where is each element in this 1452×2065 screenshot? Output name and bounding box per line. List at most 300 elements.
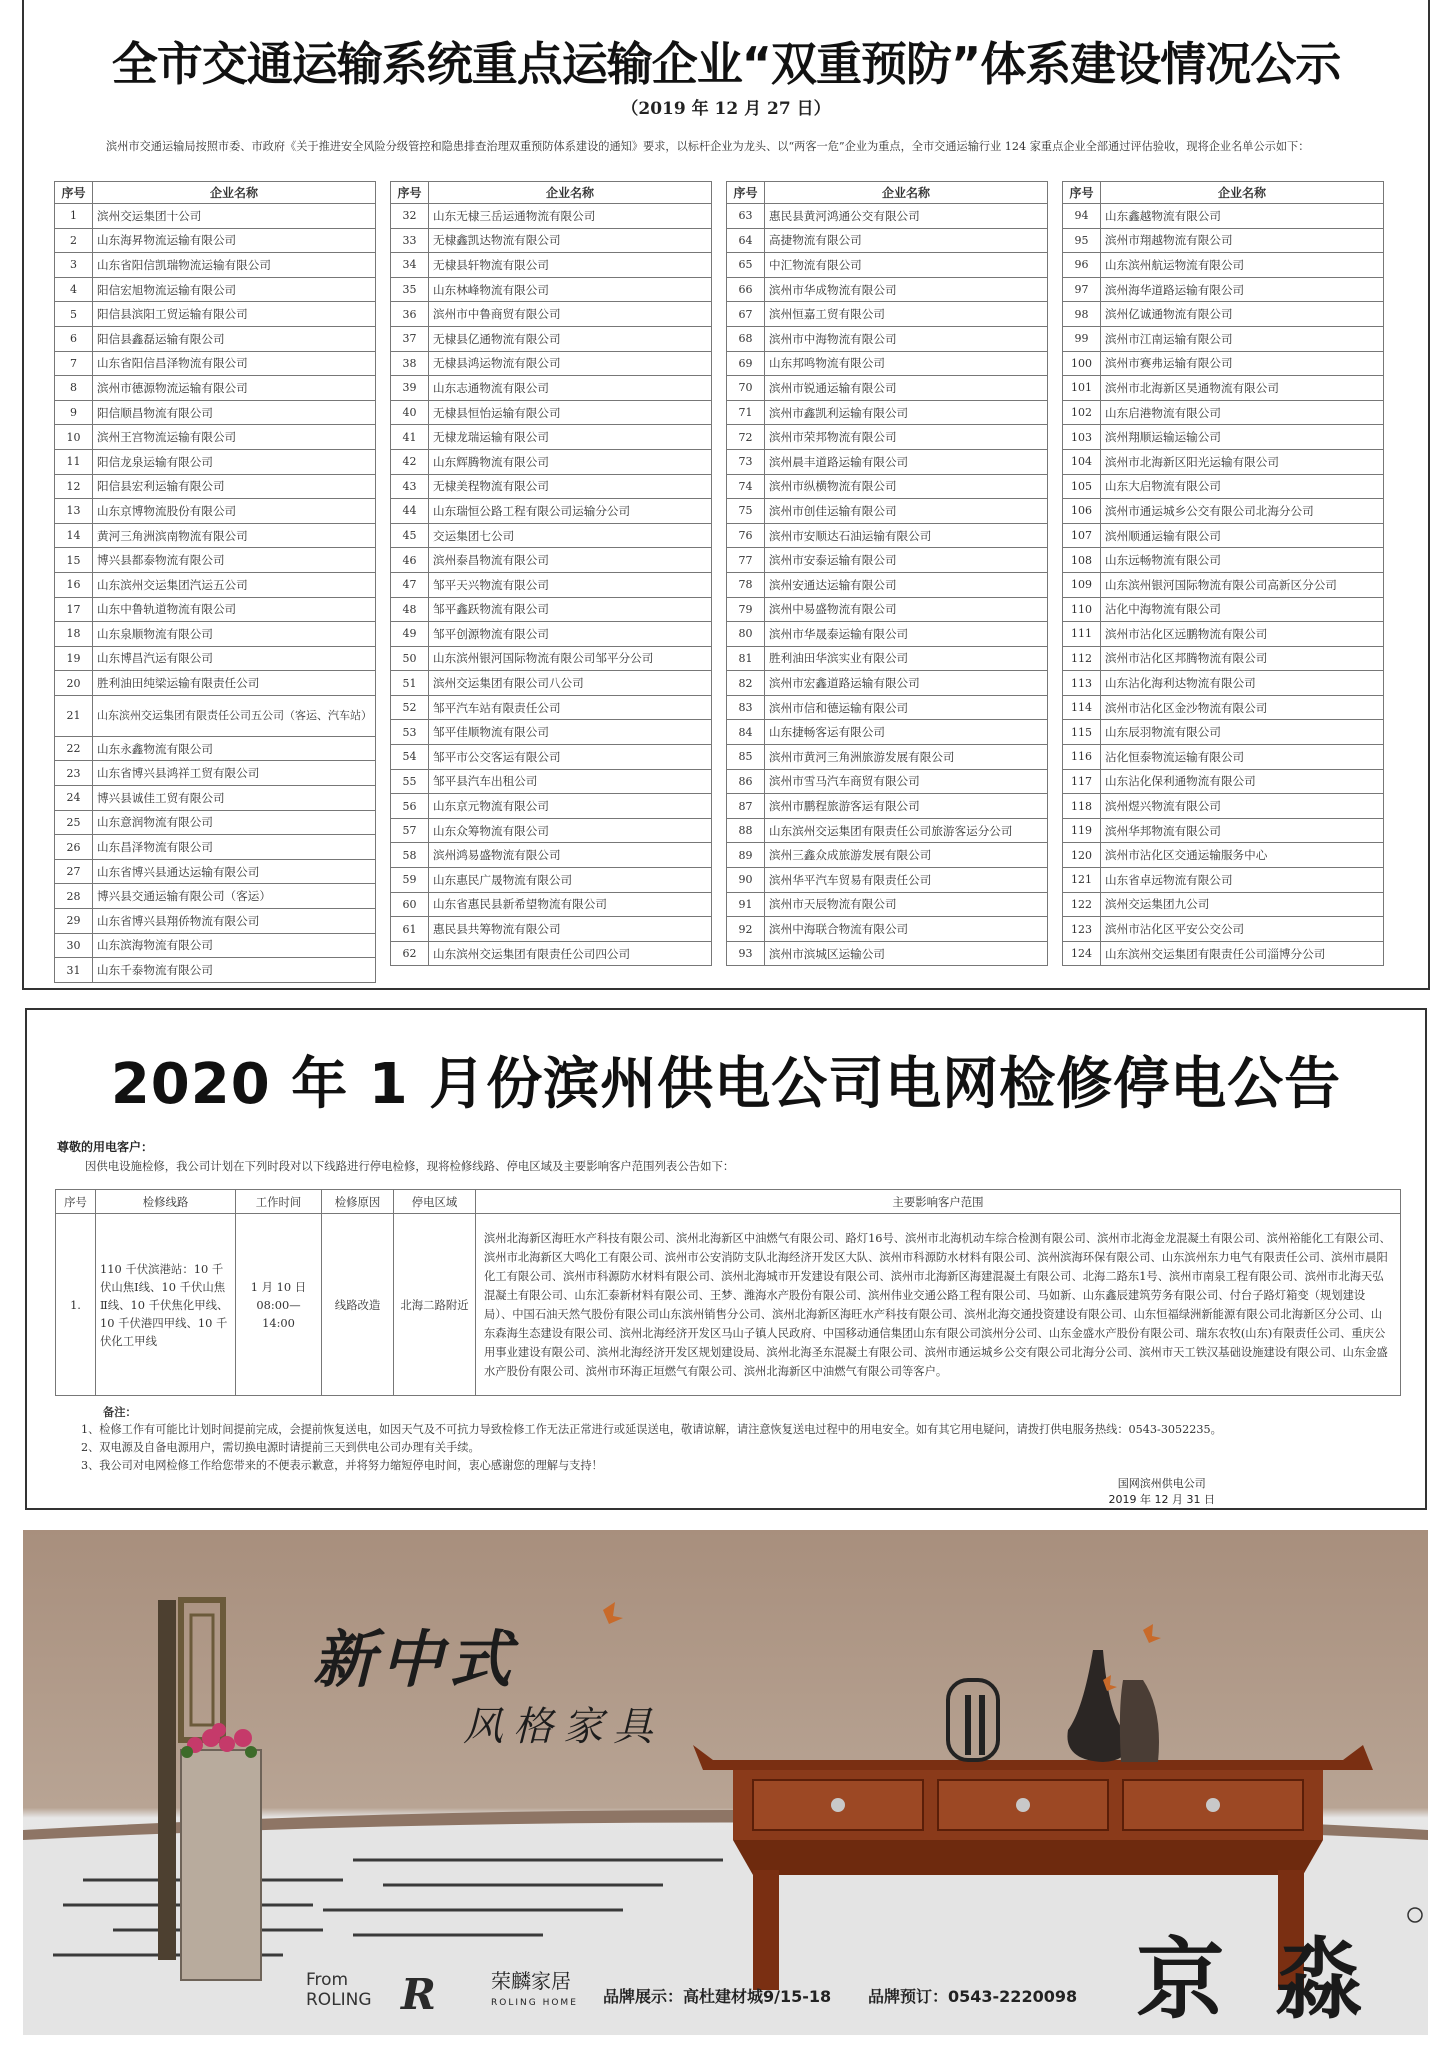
company-name: 邹平市公交客运有限公司 [429, 745, 712, 770]
row-number: 3 [55, 253, 93, 278]
table-row [1063, 818, 1384, 843]
company-name: 沾化恒泰物流运输有限公司 [1101, 745, 1384, 770]
row-number: 8 [55, 376, 93, 401]
company-name: 滨州市安顺达石油运输有限公司 [765, 523, 1048, 548]
row-number: 22 [55, 736, 93, 761]
company-name: 滨州安通达运输有限公司 [765, 572, 1048, 597]
table-row [727, 499, 1048, 524]
company-name: 惠民县黄河鸿通公交有限公司 [765, 204, 1048, 229]
row-number: 98 [1063, 302, 1101, 327]
row-number: 54 [391, 745, 429, 770]
company-name: 滨州交运集团有限公司八公司 [429, 671, 712, 696]
row-number: 23 [55, 761, 93, 786]
table-row [1063, 548, 1384, 573]
row-number: 123 [1063, 917, 1101, 942]
table-row [727, 425, 1048, 450]
table-row [55, 761, 376, 786]
row-number: 48 [391, 597, 429, 622]
company-name: 滨州鸿易盛物流有限公司 [429, 843, 712, 868]
table-row [55, 646, 376, 671]
table-row [391, 351, 712, 376]
table-row [55, 277, 376, 302]
table-row [391, 622, 712, 647]
row-number: 64 [727, 228, 765, 253]
company-name: 山东滨州交运集团有限责任公司淄博分公司 [1101, 941, 1384, 966]
company-name: 山东鑫越物流有限公司 [1101, 204, 1384, 229]
row-number: 45 [391, 523, 429, 548]
company-name: 滨州市创佳运输有限公司 [765, 499, 1048, 524]
table-row [391, 326, 712, 351]
table-row [391, 868, 712, 893]
row-number: 97 [1063, 277, 1101, 302]
row-number: 89 [727, 843, 765, 868]
table-row [1063, 597, 1384, 622]
row-number: 120 [1063, 843, 1101, 868]
row-number: 47 [391, 572, 429, 597]
row-number: 118 [1063, 794, 1101, 819]
table-row [727, 326, 1048, 351]
company-name: 阳信宏旭物流运输有限公司 [93, 277, 376, 302]
table-row [55, 326, 376, 351]
row-number: 21 [55, 695, 93, 736]
company-name: 山东邦鸣物流有限公司 [765, 351, 1048, 376]
company-name: 山东博昌汽运有限公司 [93, 646, 376, 671]
row-number: 49 [391, 622, 429, 647]
table-row [55, 449, 376, 474]
from-brand: ROLING [306, 1990, 372, 2010]
lattice-screen [158, 1600, 261, 1980]
table-row [1063, 671, 1384, 696]
row-number: 32 [391, 204, 429, 229]
row-number: 2 [55, 228, 93, 253]
table-row [391, 400, 712, 425]
table-row [55, 671, 376, 696]
table-row [56, 1214, 1401, 1396]
table-row [727, 449, 1048, 474]
table-row [55, 622, 376, 647]
ronglin-home [491, 1970, 578, 2014]
col-header-no: 序号 [1063, 182, 1101, 204]
table-row [391, 204, 712, 229]
table-row [391, 548, 712, 573]
row-number: 117 [1063, 769, 1101, 794]
company-name: 阳信龙泉运输有限公司 [93, 449, 376, 474]
row-number: 121 [1063, 868, 1101, 893]
company-name: 山东滨州交运集团有限责任公司旅游客运分公司 [765, 818, 1048, 843]
company-name: 滨州市北海新区昊通物流有限公司 [1101, 376, 1384, 401]
table-row [55, 810, 376, 835]
company-name: 滨州市荣邦物流有限公司 [765, 425, 1048, 450]
company-name: 山东大启物流有限公司 [1101, 474, 1384, 499]
outage-header-line: 检修线路 [96, 1190, 236, 1214]
company-name: 胜利油田华滨实业有限公司 [765, 646, 1048, 671]
table-row [1063, 720, 1384, 745]
table-row [391, 769, 712, 794]
outage-header-no: 序号 [56, 1190, 96, 1214]
table-row [391, 253, 712, 278]
row-number: 58 [391, 843, 429, 868]
outage-reason: 线路改造 [322, 1214, 394, 1396]
table-row [727, 917, 1048, 942]
company-name: 山东沾化保利通物流有限公司 [1101, 769, 1384, 794]
row-number: 112 [1063, 646, 1101, 671]
enterprise-table-4 [1062, 181, 1384, 966]
company-name: 山东京博物流股份有限公司 [93, 499, 376, 524]
row-number: 66 [727, 277, 765, 302]
row-number: 26 [55, 835, 93, 860]
company-name: 滨州市天辰物流有限公司 [765, 892, 1048, 917]
table-row [727, 769, 1048, 794]
row-number: 84 [727, 720, 765, 745]
row-number: 5 [55, 302, 93, 327]
company-name: 滨州市德源物流运输有限公司 [93, 376, 376, 401]
table-row [1063, 892, 1384, 917]
company-name: 滨州市沾化区远鹏物流有限公司 [1101, 622, 1384, 647]
row-number: 86 [727, 769, 765, 794]
row-number: 81 [727, 646, 765, 671]
company-name: 山东启港物流有限公司 [1101, 400, 1384, 425]
company-name: 山东众筹物流有限公司 [429, 818, 712, 843]
row-number: 73 [727, 449, 765, 474]
table-row [391, 572, 712, 597]
row-number: 115 [1063, 720, 1101, 745]
table-row [1063, 499, 1384, 524]
table-row [391, 277, 712, 302]
row-number: 29 [55, 909, 93, 934]
col-header-name: 企业名称 [765, 182, 1048, 204]
row-number: 59 [391, 868, 429, 893]
notice1-title: 全市交通运输系统重点运输企业“双重预防”体系建设情况公示 [111, 37, 1341, 91]
company-name: 滨州煜兴物流有限公司 [1101, 794, 1384, 819]
outage-no: 1. [56, 1214, 96, 1396]
table-row [727, 572, 1048, 597]
table-row [727, 720, 1048, 745]
outage-area: 北海二路附近 [394, 1214, 476, 1396]
company-name: 无棣县亿通物流有限公司 [429, 326, 712, 351]
table-row [55, 400, 376, 425]
company-name: 山东意润物流有限公司 [93, 810, 376, 835]
row-number: 17 [55, 597, 93, 622]
table-row [1063, 400, 1384, 425]
row-number: 24 [55, 786, 93, 811]
row-number: 40 [391, 400, 429, 425]
row-number: 16 [55, 572, 93, 597]
row-number: 108 [1063, 548, 1101, 573]
company-name: 山东省博兴县鸿祥工贸有限公司 [93, 761, 376, 786]
company-name: 山东中鲁轨道物流有限公司 [93, 597, 376, 622]
company-name: 山东泉顺物流有限公司 [93, 622, 376, 647]
row-number: 94 [1063, 204, 1101, 229]
company-name: 沾化中海物流有限公司 [1101, 597, 1384, 622]
company-name: 博兴县都泰物流有限公司 [93, 548, 376, 573]
notice2-title: 2020 年 1 月份滨州供电公司电网检修停电公告 [110, 1052, 1342, 1117]
company-name: 山东滨州银河国际物流有限公司邹平分公司 [429, 646, 712, 671]
row-number: 111 [1063, 622, 1101, 647]
table-row [1063, 228, 1384, 253]
company-name: 邹平佳顺物流有限公司 [429, 720, 712, 745]
table-row [1063, 646, 1384, 671]
row-number: 93 [727, 941, 765, 966]
table-row [55, 474, 376, 499]
row-number: 79 [727, 597, 765, 622]
table-row [55, 958, 376, 983]
company-name: 滨州市锐通运输有限公司 [765, 376, 1048, 401]
table-row [1063, 253, 1384, 278]
company-name: 无棣县恒怡运输有限公司 [429, 400, 712, 425]
brand-logo-text: 京 淼 [1136, 1927, 1373, 2031]
table-row [1063, 351, 1384, 376]
table-row [55, 499, 376, 524]
furniture-advert [23, 1530, 1428, 2035]
company-name: 滨州市鹏程旅游客运有限公司 [765, 794, 1048, 819]
row-number: 85 [727, 745, 765, 770]
sign-date: 2019 年 12 月 31 日 [1108, 1493, 1215, 1506]
company-name: 山东辰羽物流有限公司 [1101, 720, 1384, 745]
row-number: 87 [727, 794, 765, 819]
company-name: 滨州晨丰道路运输有限公司 [765, 449, 1048, 474]
outage-header-time: 工作时间 [236, 1190, 322, 1214]
table-row [1063, 204, 1384, 229]
enterprise-table-2 [390, 181, 712, 966]
company-name: 山东滨州交运集团汽运五公司 [93, 572, 376, 597]
table-row [727, 277, 1048, 302]
outage-time [236, 1214, 322, 1396]
table-row [391, 917, 712, 942]
table-row [391, 523, 712, 548]
row-number: 76 [727, 523, 765, 548]
company-name: 惠民县共筹物流有限公司 [429, 917, 712, 942]
butterflies [603, 1602, 1161, 1691]
col-header-no: 序号 [727, 182, 765, 204]
table-row [55, 835, 376, 860]
company-name: 滨州市江南运输有限公司 [1101, 326, 1384, 351]
table-row [1063, 843, 1384, 868]
row-number: 72 [727, 425, 765, 450]
company-name: 邹平县汽车出租公司 [429, 769, 712, 794]
company-name: 阳信县鑫磊运输有限公司 [93, 326, 376, 351]
row-number: 95 [1063, 228, 1101, 253]
table-row [727, 204, 1048, 229]
table-row [55, 859, 376, 884]
company-name: 滨州市沾化区平安公交公司 [1101, 917, 1384, 942]
table-row [727, 474, 1048, 499]
company-name: 滨州市沾化区邦腾物流有限公司 [1101, 646, 1384, 671]
order-phone: 品牌预订：0543-2220098 [868, 1987, 1078, 2006]
table-row [727, 843, 1048, 868]
enterprise-table-1 [54, 181, 376, 983]
company-name: 无棣美程物流有限公司 [429, 474, 712, 499]
table-row [55, 695, 376, 736]
row-number: 37 [391, 326, 429, 351]
company-name: 中汇物流有限公司 [765, 253, 1048, 278]
table-row [391, 745, 712, 770]
table-row [55, 572, 376, 597]
row-number: 74 [727, 474, 765, 499]
table-row [55, 736, 376, 761]
company-name: 滨州市滨城区运输公司 [765, 941, 1048, 966]
table-row [55, 909, 376, 934]
company-name: 山东省卓远物流有限公司 [1101, 868, 1384, 893]
company-name: 邹平天兴物流有限公司 [429, 572, 712, 597]
row-number: 42 [391, 449, 429, 474]
table-row [1063, 449, 1384, 474]
outage-date: 1 月 10 日 [250, 1279, 307, 1294]
row-number: 61 [391, 917, 429, 942]
table-row [1063, 622, 1384, 647]
row-number: 63 [727, 204, 765, 229]
company-name: 山东远畅物流有限公司 [1101, 548, 1384, 573]
row-number: 88 [727, 818, 765, 843]
row-number: 1 [55, 204, 93, 229]
row-number: 102 [1063, 400, 1101, 425]
table-row [727, 941, 1048, 966]
table-row [55, 933, 376, 958]
company-name: 滨州交运集团九公司 [1101, 892, 1384, 917]
company-name: 滨州市华晟泰运输有限公司 [765, 622, 1048, 647]
company-name: 滨州市信和德运输有限公司 [765, 695, 1048, 720]
company-name: 山东辉腾物流有限公司 [429, 449, 712, 474]
table-row [727, 351, 1048, 376]
col-header-name: 企业名称 [1101, 182, 1384, 204]
notes [81, 1403, 1222, 1475]
company-name: 滨州恒嘉工贸有限公司 [765, 302, 1048, 327]
company-name: 滨州市沾化区交通运输服务中心 [1101, 843, 1384, 868]
from-label: From [306, 1970, 349, 1990]
company-name: 滨州市华成物流有限公司 [765, 277, 1048, 302]
table-row [1063, 917, 1384, 942]
table-row [727, 622, 1048, 647]
row-number: 110 [1063, 597, 1101, 622]
table-row [391, 794, 712, 819]
row-number: 12 [55, 474, 93, 499]
table-row [391, 425, 712, 450]
table-row [727, 794, 1048, 819]
row-number: 99 [1063, 326, 1101, 351]
company-name: 滨州华平汽车贸易有限责任公司 [765, 868, 1048, 893]
table-row [391, 474, 712, 499]
from-roling [306, 1970, 372, 2010]
table-row [391, 302, 712, 327]
company-name: 山东滨海物流有限公司 [93, 933, 376, 958]
outage-header-reason: 检修原因 [322, 1190, 394, 1214]
table-row [55, 786, 376, 811]
company-name: 山东捷畅客运有限公司 [765, 720, 1048, 745]
row-number: 57 [391, 818, 429, 843]
company-name: 滨州海华道路运输有限公司 [1101, 277, 1384, 302]
table-row [727, 597, 1048, 622]
row-number: 18 [55, 622, 93, 647]
table-row [55, 884, 376, 909]
row-number: 122 [1063, 892, 1101, 917]
row-number: 100 [1063, 351, 1101, 376]
company-name: 山东昌泽物流有限公司 [93, 835, 376, 860]
row-number: 35 [391, 277, 429, 302]
table-row [1063, 302, 1384, 327]
outage-table [55, 1189, 1401, 1396]
company-name: 无棣鑫凯达物流有限公司 [429, 228, 712, 253]
company-name: 无棣县鸿运物流有限公司 [429, 351, 712, 376]
company-name: 滨州市中鲁商贸有限公司 [429, 302, 712, 327]
table-row [55, 253, 376, 278]
row-number: 124 [1063, 941, 1101, 966]
table-row [1063, 376, 1384, 401]
table-row [727, 302, 1048, 327]
row-number: 68 [727, 326, 765, 351]
row-number: 30 [55, 933, 93, 958]
company-name: 阳信县宏利运输有限公司 [93, 474, 376, 499]
company-name: 博兴县交通运输有限公司（客运） [93, 884, 376, 909]
company-name: 滨州中海联合物流有限公司 [765, 917, 1048, 942]
table-row [727, 400, 1048, 425]
table-row [1063, 277, 1384, 302]
row-number: 82 [727, 671, 765, 696]
row-number: 92 [727, 917, 765, 942]
company-name: 山东海昇物流运输有限公司 [93, 228, 376, 253]
table-row [391, 597, 712, 622]
company-name: 山东省阳信昌泽物流有限公司 [93, 351, 376, 376]
row-number: 55 [391, 769, 429, 794]
row-number: 96 [1063, 253, 1101, 278]
row-number: 20 [55, 671, 93, 696]
row-number: 15 [55, 548, 93, 573]
table-row [1063, 941, 1384, 966]
company-name: 山东省惠民县新希望物流有限公司 [429, 892, 712, 917]
company-name: 阳信顺昌物流有限公司 [93, 400, 376, 425]
table-row [391, 818, 712, 843]
row-number: 11 [55, 449, 93, 474]
row-number: 25 [55, 810, 93, 835]
row-number: 119 [1063, 818, 1101, 843]
row-number: 62 [391, 941, 429, 966]
row-number: 109 [1063, 572, 1101, 597]
company-name: 滨州三鑫众成旅游发展有限公司 [765, 843, 1048, 868]
notice-safety-enterprises [22, 0, 1430, 990]
company-name: 邹平汽车站有限责任公司 [429, 695, 712, 720]
row-number: 105 [1063, 474, 1101, 499]
col-header-name: 企业名称 [93, 182, 376, 204]
company-name: 滨州市沾化区金沙物流有限公司 [1101, 695, 1384, 720]
table-row [1063, 868, 1384, 893]
row-number: 9 [55, 400, 93, 425]
signature [1109, 1476, 1215, 1508]
table-row [727, 892, 1048, 917]
outage-scope: 滨州北海新区海旺水产科技有限公司、滨州北海新区中油燃气有限公司、路灯16号、滨州市北海机动车综合检测有限公司、滨州市北海金龙混凝土有限公司、滨州裕能化工有限公司、滨州市北海新区大鸣化工有限公司、滨州市公安消防支队北海经济开发区大队、滨州市科源防水材料有限公司、滨州滨海环保有限公司、山东滨州东力电气有限责任公司、滨州市晨阳化工有限公司、滨州市科源防水材料有限公司、滨州北海城市开发建设有限公司、滨州市北海新区海建混凝土有限公司、北海二路东1号、滨州市南泉工程有限公司、滨州市北海天弘混凝土有限公司、山东汇泰新材料有限公司、王梦、潍海水产股份有限公司、滨州伟业交通公路工程有限公司、马如新、山东鑫辰建筑劳务有限公司、付台子路灯箱变（规划建设局）、中国石油天然气股份有限公司山东滨州销售分公司、滨州北海新区海旺水产科技有限公司、滨州北海交通投资建设有限公司、山东恒福绿洲新能源有限公司北海新区分公司、山东森海生态建设有限公司、滨州北海经济开发区马山子镇人民政府、中国移动通信集团山东有限公司滨州分公司、山东金盛水产股份有限公司、瑞东农牧(山东)有限责任公司、重庆公用事业建设有限公司、滨州北海经济开发区规划建设局、滨州北海圣东混凝土有限公司、滨州市通运城乡公交有限公司北海分公司、滨州市天工铁汉基础设施建设有限公司、山东金盛水产股份有限公司、滨州市环海正垣燃气有限公司、滨州北海新区中油燃气有限公司等客户。 [476, 1214, 1401, 1396]
col-header-no: 序号 [55, 182, 93, 204]
company-name: 滨州华邦物流有限公司 [1101, 818, 1384, 843]
note-2: 2、双电源及自备电源用户，需切换电源时请提前三天到供电公司办理有关手续。 [81, 1441, 480, 1454]
company-name: 山东省阳信凯瑞物流运输有限公司 [93, 253, 376, 278]
row-number: 71 [727, 400, 765, 425]
table-row [391, 499, 712, 524]
company-name: 交运集团七公司 [429, 523, 712, 548]
table-row [727, 253, 1048, 278]
row-number: 43 [391, 474, 429, 499]
notice-power-outage [25, 1008, 1427, 1510]
row-number: 104 [1063, 449, 1101, 474]
company-name: 山东林峰物流有限公司 [429, 277, 712, 302]
notice2-greeting: 尊敬的用电客户： [57, 1140, 154, 1154]
row-number: 39 [391, 376, 429, 401]
company-name: 山东滨州银河国际物流有限公司高新区分公司 [1101, 572, 1384, 597]
row-number: 51 [391, 671, 429, 696]
company-name: 山东千泰物流有限公司 [93, 958, 376, 983]
row-number: 80 [727, 622, 765, 647]
company-name: 滨州顺通运输有限公司 [1101, 523, 1384, 548]
company-name: 胜利油田纯梁运输有限责任公司 [93, 671, 376, 696]
company-name: 邹平创源物流有限公司 [429, 622, 712, 647]
row-number: 38 [391, 351, 429, 376]
row-number: 56 [391, 794, 429, 819]
